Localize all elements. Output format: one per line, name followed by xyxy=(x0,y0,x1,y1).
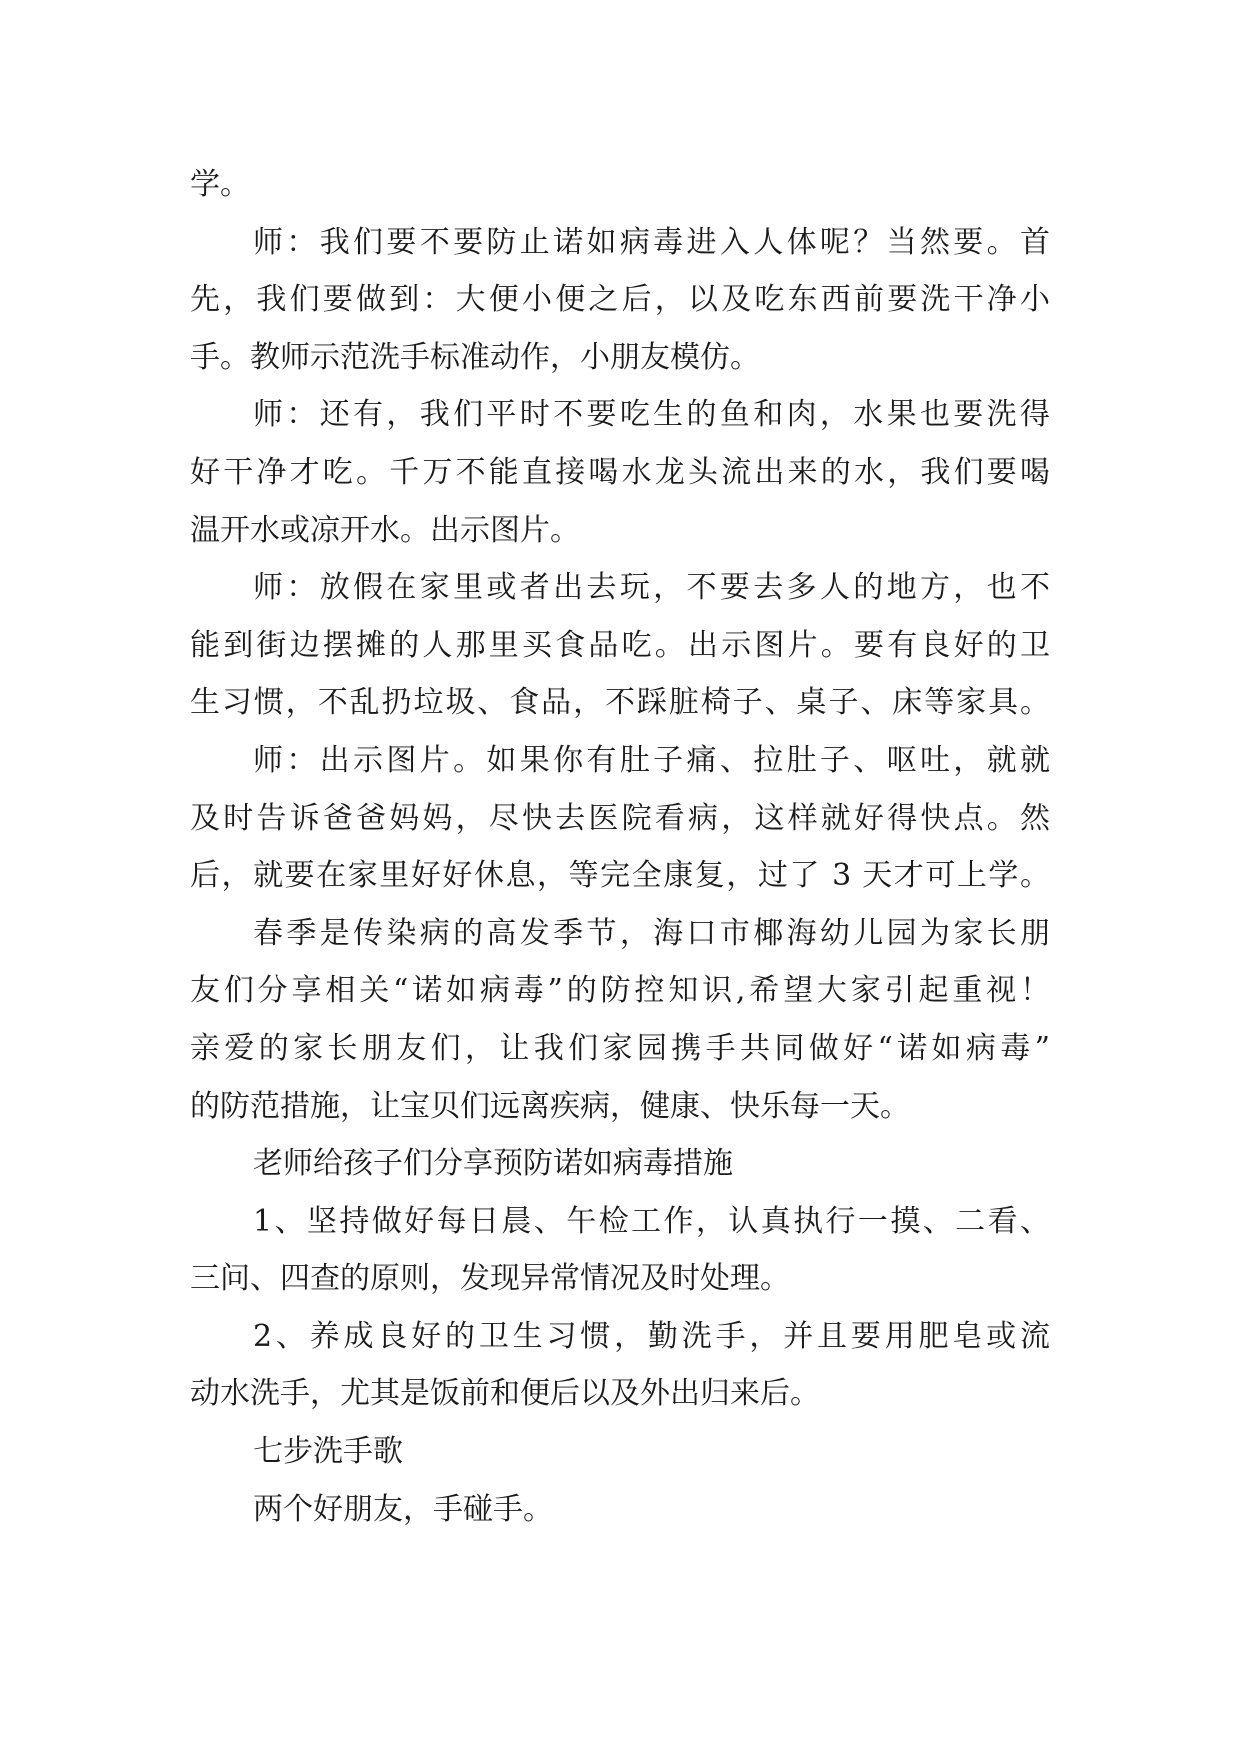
text-line: 三问、四查的原则，发现异常情况及时处理。 xyxy=(190,1261,790,1297)
text-line: 两个好朋友，手碰手。 xyxy=(253,1491,553,1527)
text-line: 师：我们要不要防止诺如病毒进入人体呢？当然要。首 xyxy=(253,224,1050,260)
text-line: 及时告诉爸爸妈妈，尽快去医院看病，这样就好得快点。然 xyxy=(190,800,1050,836)
paragraph xyxy=(190,732,1050,905)
paragraph xyxy=(190,386,1050,559)
text-line: 动水洗手，尤其是饭前和便后以及外出归来后。 xyxy=(190,1376,820,1412)
paragraph xyxy=(190,214,1050,387)
text-line: 老师给孩子们分享预防诺如病毒措施 xyxy=(253,1146,733,1182)
text-line: 的防范措施，让宝贝们远离疾病，健康、快乐每一天。 xyxy=(190,1088,910,1124)
text-line: 春季是传染病的高发季节，海口市椰海幼儿园为家长朋 xyxy=(253,915,1050,951)
text-line: 手。教师示范洗手标准动作，小朋友模仿。 xyxy=(190,339,760,375)
text-line: 温开水或凉开水。出示图片。 xyxy=(190,512,580,548)
text-line: 七步洗手歌 xyxy=(253,1434,403,1470)
paragraph xyxy=(190,559,1050,732)
text-line: 能到街边摆摊的人那里买食品吃。出示图片。要有良好的卫 xyxy=(190,627,1050,663)
paragraph xyxy=(190,1481,1050,1539)
text-line: 好干净才吃。千万不能直接喝水龙头流出来的水，我们要喝 xyxy=(190,454,1050,490)
text-line: 友们分享相关“诺如病毒”的防控知识,希望大家引起重视！ xyxy=(190,973,1050,1009)
body-text xyxy=(190,156,1050,1538)
text-line: 先，我们要做到：大便小便之后，以及吃东西前要洗干净小 xyxy=(190,282,1050,318)
text-line: 后，就要在家里好好休息，等完全康复，过了 3 天才可上学。 xyxy=(190,858,1050,894)
text-line: 亲爱的家长朋友们，让我们家园携手共同做好“诺如病毒” xyxy=(190,1030,1050,1066)
paragraph xyxy=(190,1423,1050,1481)
paragraph xyxy=(190,156,1050,214)
text-line: 师：还有，我们平时不要吃生的鱼和肉，水果也要洗得 xyxy=(253,397,1050,433)
text-line: 师：放假在家里或者出去玩，不要去多人的地方，也不 xyxy=(253,570,1050,606)
text-line: 师：出示图片。如果你有肚子痛、拉肚子、呕吐，就就 xyxy=(253,742,1050,778)
text-line: 1、坚持做好每日晨、午检工作，认真执行一摸、二看、 xyxy=(253,1203,1050,1239)
paragraph xyxy=(190,1135,1050,1193)
paragraph xyxy=(190,905,1050,1135)
paragraph xyxy=(190,1308,1050,1423)
text-line: 生习惯，不乱扔垃圾、食品，不踩脏椅子、桌子、床等家具。 xyxy=(190,685,1050,721)
text-line: 2、养成良好的卫生习惯，勤洗手，并且要用肥皂或流 xyxy=(253,1318,1050,1354)
paragraph xyxy=(190,1193,1050,1308)
text-line: 学。 xyxy=(190,167,250,202)
